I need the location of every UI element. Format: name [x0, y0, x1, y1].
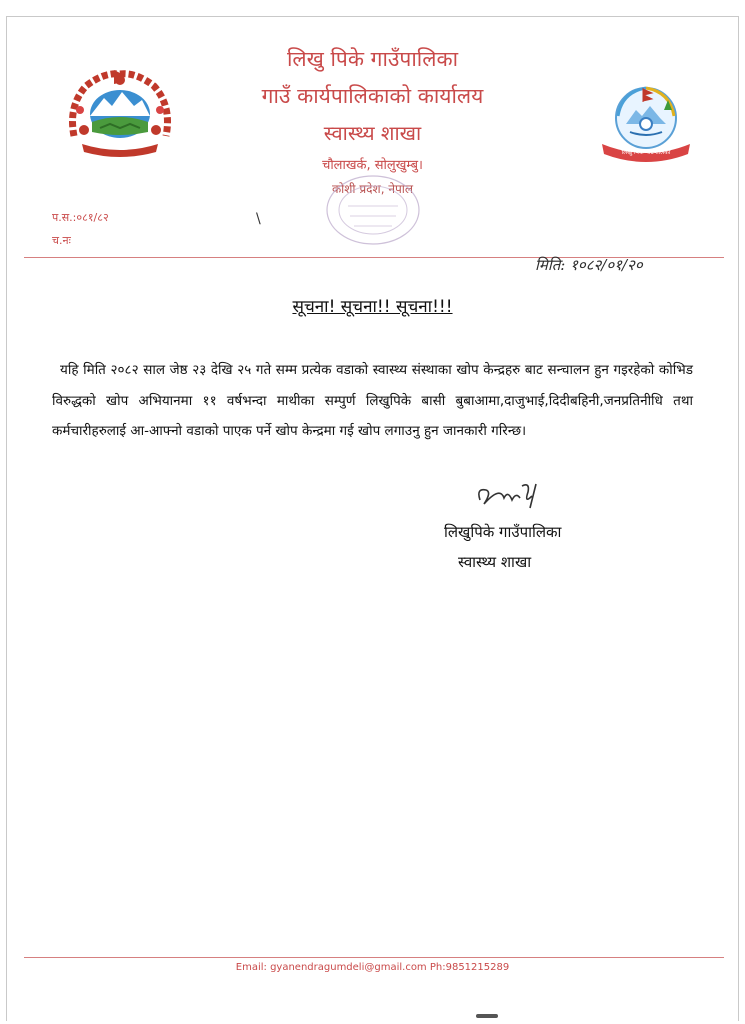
office-name: गाउँ कार्यपालिकाको कार्यालय — [261, 84, 484, 108]
scan-border-top — [6, 16, 739, 17]
reference-number: प.स.:०८१/८२ — [52, 211, 109, 224]
notice-title: सूचना! सूचना!! सूचना!!! — [292, 297, 453, 317]
scan-artifact — [476, 1014, 498, 1018]
notice-body: यहि मिति २०८२ साल जेष्ठ २३ देखि २५ गते सम्म प्रत्येक वडाको स्वास्थ्य संस्थाका खोप केन्द्रहरु बाट सन्चालन हुन गइरहेको कोभिड विरुद्धको खोप अभियानमा ११ वर्षभन्दा माथीका सम्पुर्ण लिखुपिके बासी बुबाआमा,दाजुभाई,दिदीबहिनी,जनप्रतिनीधि तथा कर्मचारीहरुलाई आ-आफ्नो वडाको पाएक पर्ने खोप केन्द्रमा गई खोप लगाउनु हुन जानकारी गरिन्छ। — [52, 362, 693, 439]
signatory-dept: स्वास्थ्य शाखा — [458, 553, 532, 571]
office-address: चौलाखर्क, सोलुखुम्बु। — [322, 158, 423, 173]
footer-divider — [24, 957, 724, 958]
scan-border-left — [6, 16, 7, 1021]
province-address: कोशी प्रदेश, नेपाल — [331, 182, 414, 196]
svg-text:लिखु पिके गाउँपालिका: लिखु पिके गाउँपालिका — [621, 149, 671, 156]
handwritten-signature — [470, 478, 550, 516]
municipality-name: लिखु पिके गाउँपालिका — [286, 47, 459, 71]
office-seal-stamp — [318, 170, 428, 248]
signatory-org: लिखुपिके गाउँपालिका — [444, 523, 562, 541]
footer-contact: Email: gyanendragumdeli@gmail.com Ph:9851215289 — [235, 962, 510, 973]
pen-mark: \ — [256, 211, 261, 227]
scan-border-right — [738, 16, 739, 1021]
section-name: स्वास्थ्य शाखा — [323, 121, 422, 145]
notice-date: मिति: १०८२/०१/२० — [535, 256, 643, 274]
palika-logo — [596, 80, 696, 166]
nepal-emblem-logo — [64, 66, 176, 160]
dispatch-number: च.नः — [52, 234, 71, 247]
